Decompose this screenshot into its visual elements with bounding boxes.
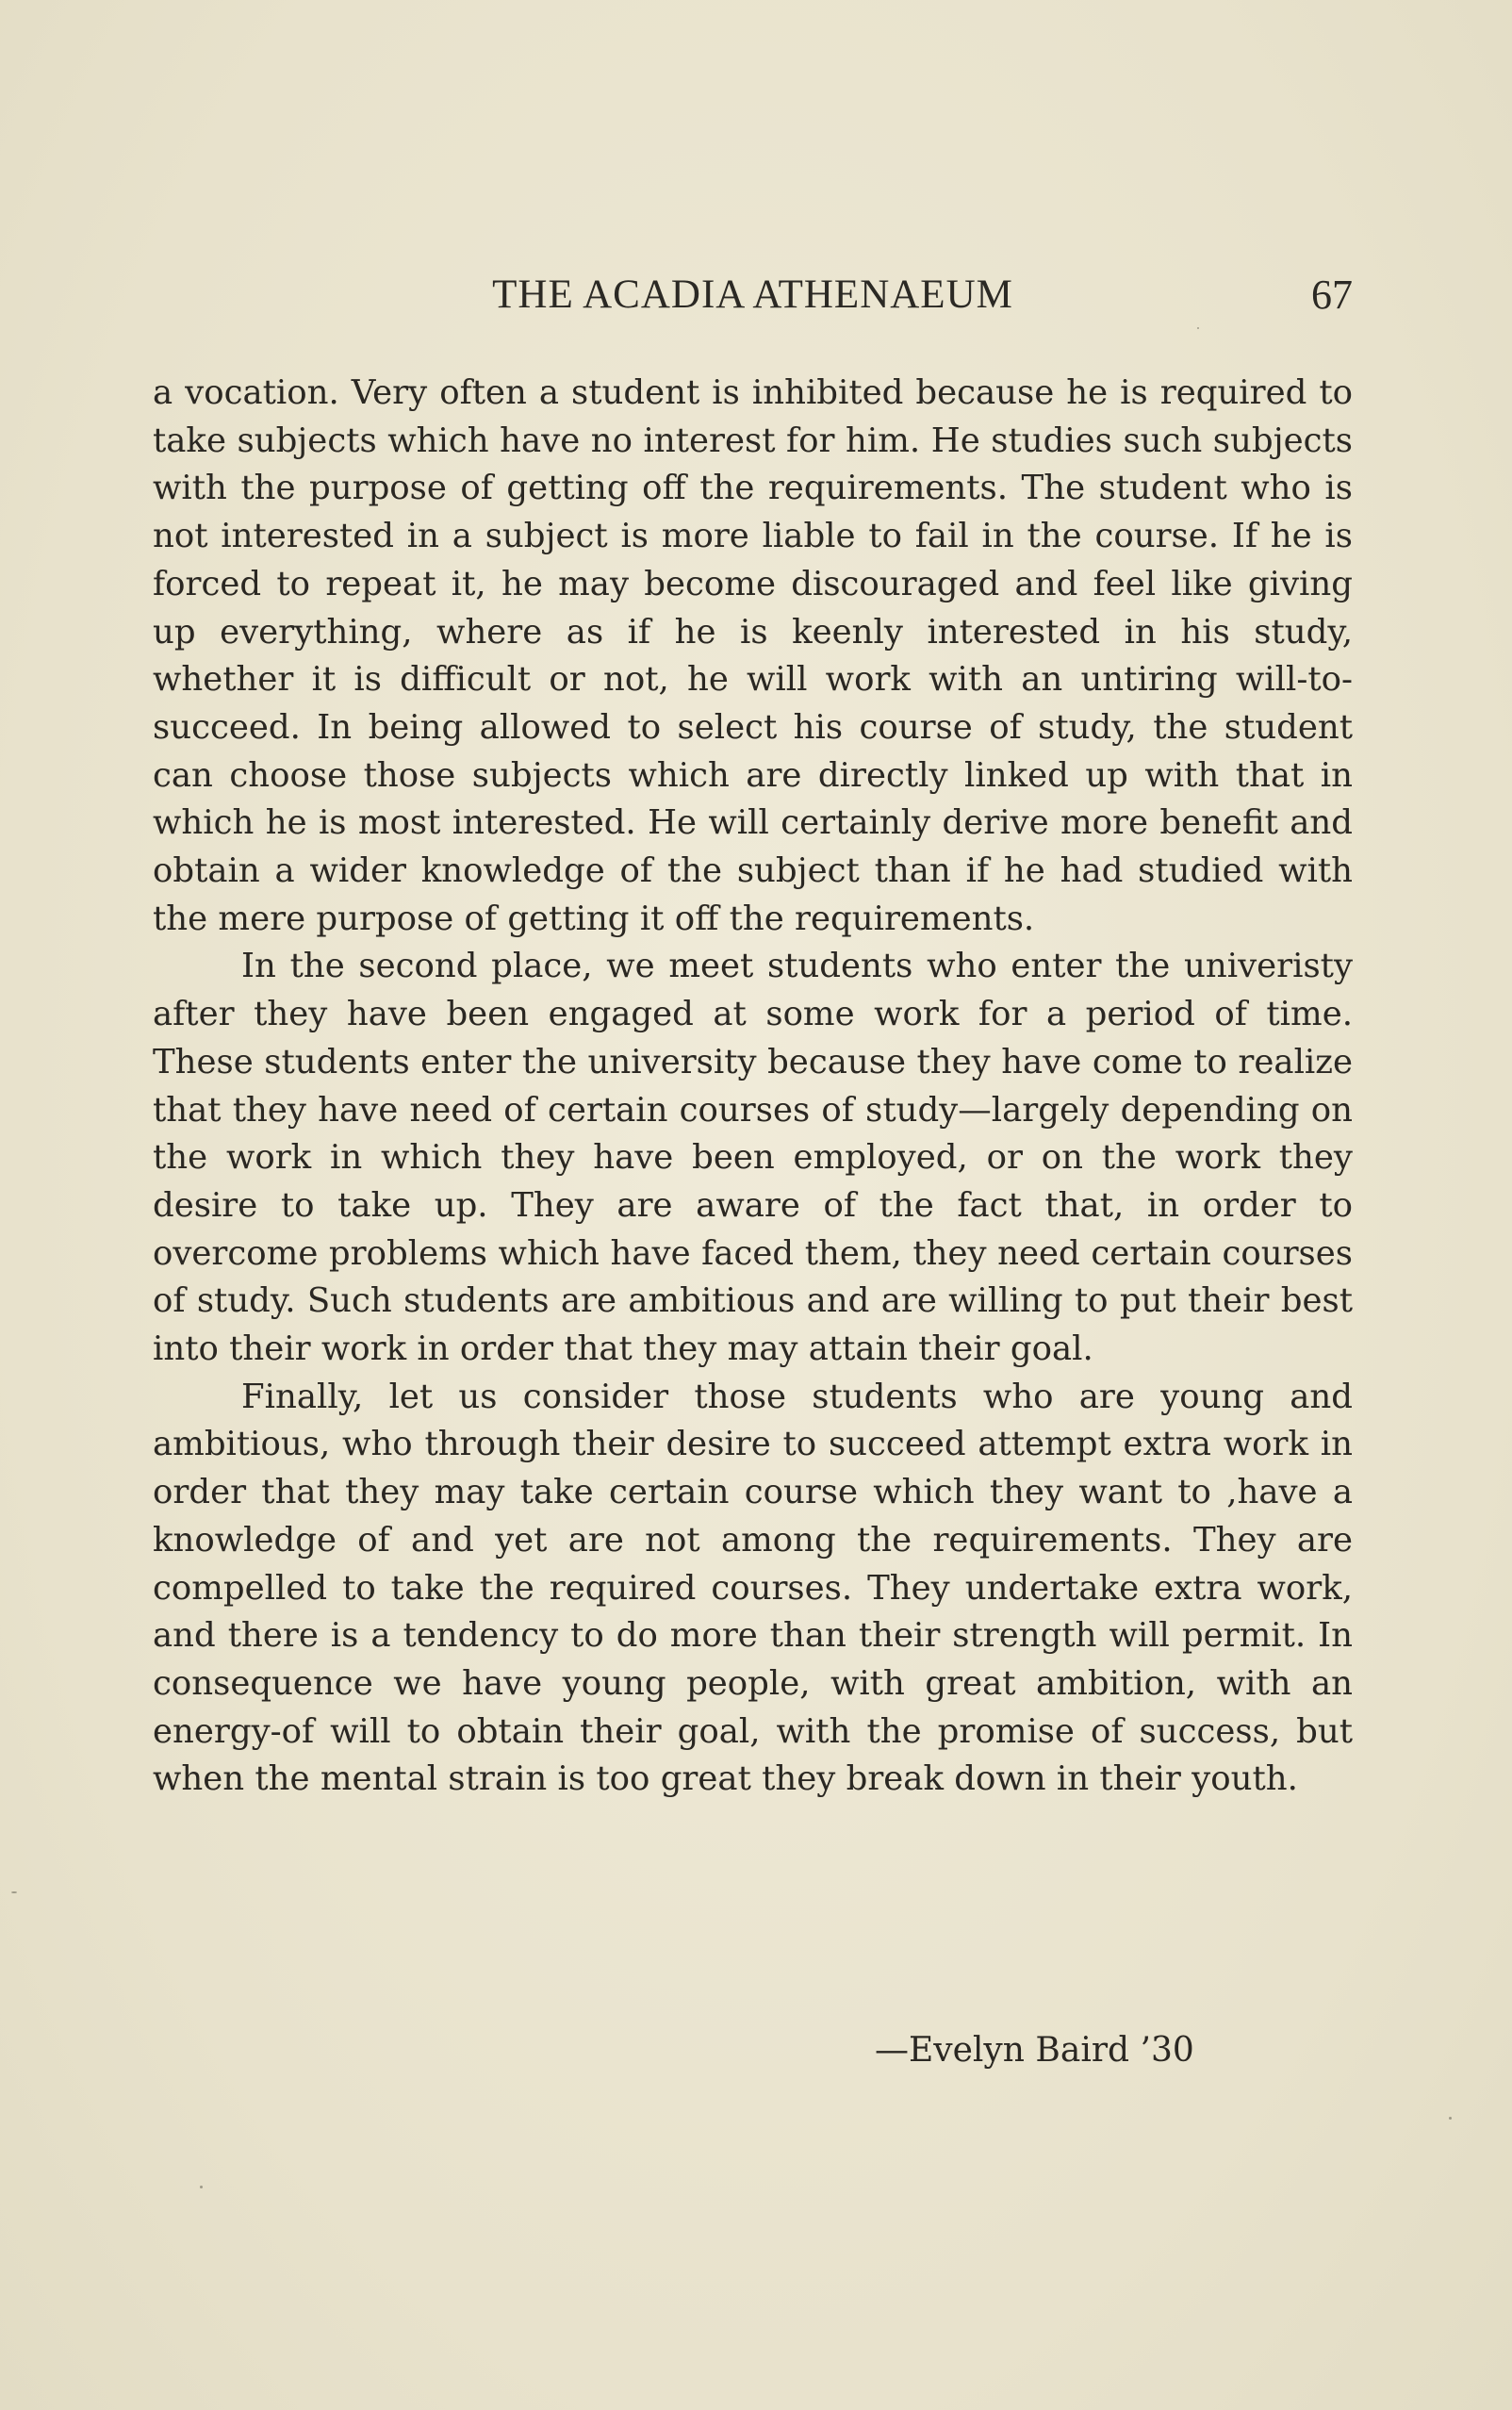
paragraph-3: Finally, let us consider those students who are young and ambitious, who through their desire to succeed attempt extra work in order that they may take certain course which they want to ,have a knowledge of and yet are not among the requirements. They are compelled to take the required courses. They undertake extra work, and there is a tendency to do more than their strength will permit. In consequence we have young people, with great ambition, with an energy-of will to obtain their goal, with the promise of success, but when the mental strain is too great they break down in their youth. [153,1377,1353,1799]
paper-speck [200,2186,203,2188]
author-signature: —Evelyn Baird ’30 [875,2031,1194,2070]
paragraph-1: a vocation. Very often a student is inhibited because he is required to take subjects which have no interest for him. He studies such subjects with the purpose of getting off the requirements. The student who is not interested in a subject is more liable to fail in the course. If he is forced to repeat it, he may become discouraged and feel like giving up everything, where as if he is keenly interested in his study, whether it is difficult or not, he will work with an untiring will-to-succeed. In being allowed to select his course of study, the student can choose those subjects which are directly linked up with that in which he is most interested. He will certainly derive more benefit and obtain a wider knowledge of the subject than if he had studied with the mere purpose of getting it off the requirements. [153,373,1353,938]
paper-speck [1197,327,1199,329]
page-number: 67 [1311,272,1353,318]
paper-speck [1449,2117,1452,2120]
article-body [153,370,1353,1804]
paper-speck [11,1891,17,1893]
running-head [153,267,1353,323]
paragraph-2: In the second place, we meet students who enter the univeristy after they have been engaged at some work for a period of time. These students enter the university because they have come to realize that they have need of certain courses of study—largely depending on the work in which they have been employed, or on the work they desire to take up. They are aware of the fact that, in order to overcome problems which have faced them, they need certain courses of study. Such students are ambitious and are willing to put their best into their work in order that they may attain their goal. [153,947,1353,1369]
journal-title: THE ACADIA ATHENAEUM [492,272,1013,317]
